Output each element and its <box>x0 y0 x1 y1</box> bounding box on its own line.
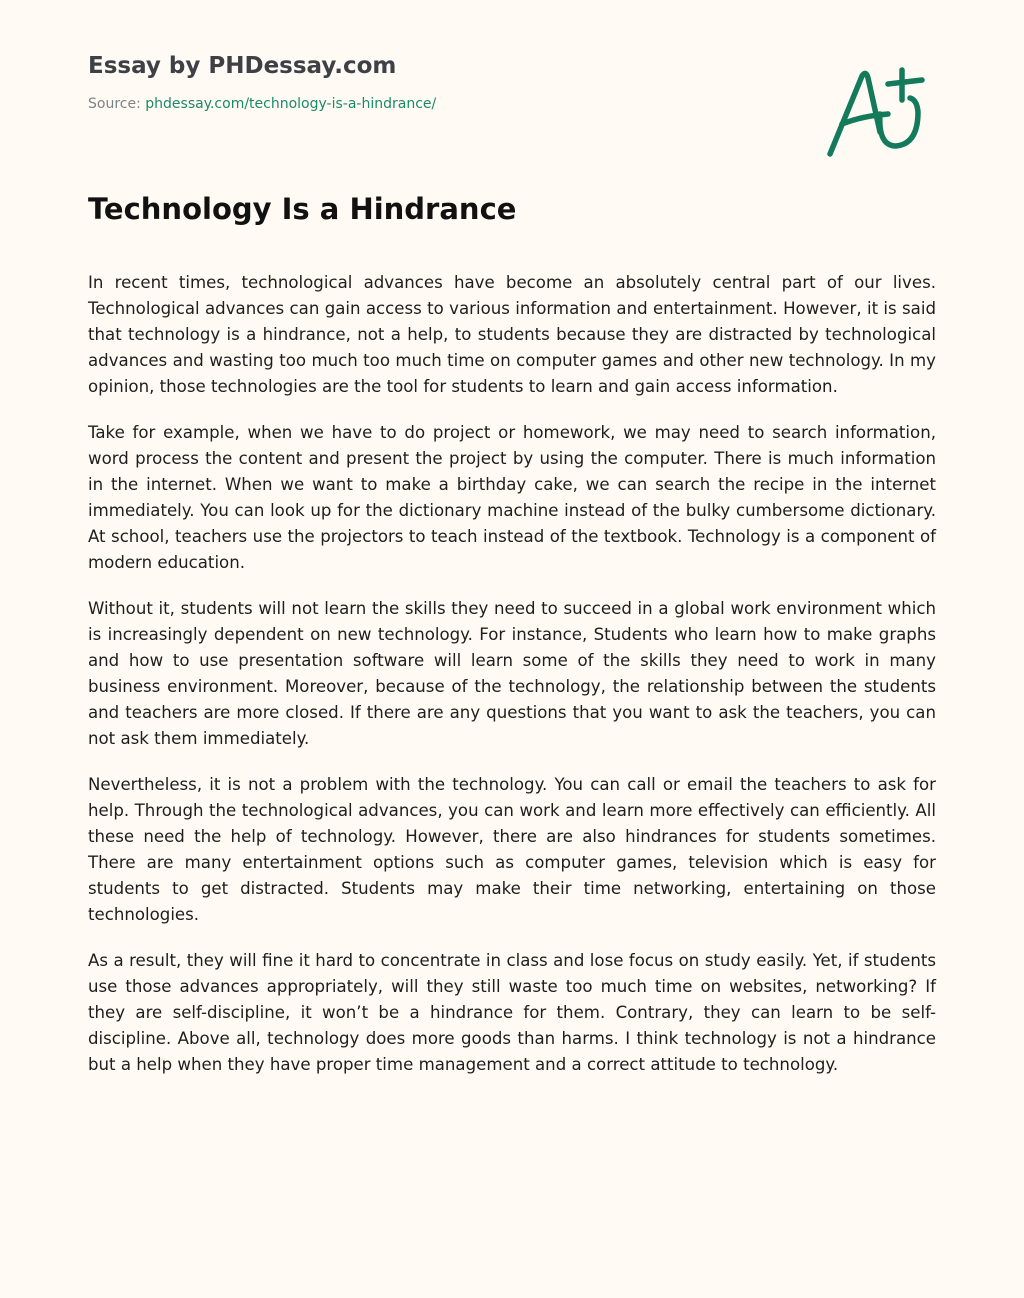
page-header <box>88 50 436 114</box>
a-plus-grade-icon <box>822 62 932 162</box>
essay-paragraph: Take for example, when we have to do project or homework, we may need to search information, word process the content and present the project by using the computer. There is much information in the internet. When we want to make a birthday cake, we can search the recipe in the internet immediately. You can look up for the dictionary machine instead of the bulky cumbersome dictionary. At school, teachers use the projectors to teach instead of the textbook. Technology is a component of modern education. <box>88 423 936 572</box>
essay-paragraph: As a result, they will fine it hard to concentrate in class and lose focus on study easily. Yet, if students use those advances appropriately, will they still waste too much time on websites, networking? If they are self-discipline, it won’t be a hindrance for them. Contrary, they can learn to be self-discipline. Above all, technology does more goods than harms. I think technology is not a hindrance but a help when they have proper time management and a correct attitude to technology. <box>88 951 936 1074</box>
essay-body <box>88 270 936 1098</box>
essay-paragraph: Nevertheless, it is not a problem with the technology. You can call or email the teachers to ask for help. Through the technological advances, you can work and learn more effectively can efficiently. All these need the help of technology. However, there are also hindrances for students sometimes. There are many entertainment options such as computer games, television which is easy for students to get distracted. Students may make their time networking, entertaining on those technologies. <box>88 775 936 924</box>
source-link[interactable]: phdessay.com/technology-is-a-hindrance/ <box>145 96 437 112</box>
source-label: Source: <box>88 96 141 112</box>
essay-paragraph: Without it, students will not learn the skills they need to succeed in a global work environment which is increasingly dependent on new technology. For instance, Students who learn how to make graphs and how to use presentation software will learn some of the skills they need to work in many business environment. Moreover, because of the technology, the relationship between the students and teachers are more closed. If there are any questions that you want to ask the teachers, you can not ask them immediately. <box>88 599 936 748</box>
essay-title: Technology Is a Hindrance <box>88 192 517 226</box>
source-line <box>88 94 436 114</box>
site-title: Essay by PHDessay.com <box>88 53 397 79</box>
essay-paragraph: In recent times, technological advances have become an absolutely central part of our lives. Technological advances can gain access to various information and entertainment. However, it is said that technology is a hindrance, not a help, to students because they are distracted by technological advances and wasting too much too much time on computer games and other new technology. In my opinion, those technologies are the tool for students to learn and gain access information. <box>88 273 936 396</box>
